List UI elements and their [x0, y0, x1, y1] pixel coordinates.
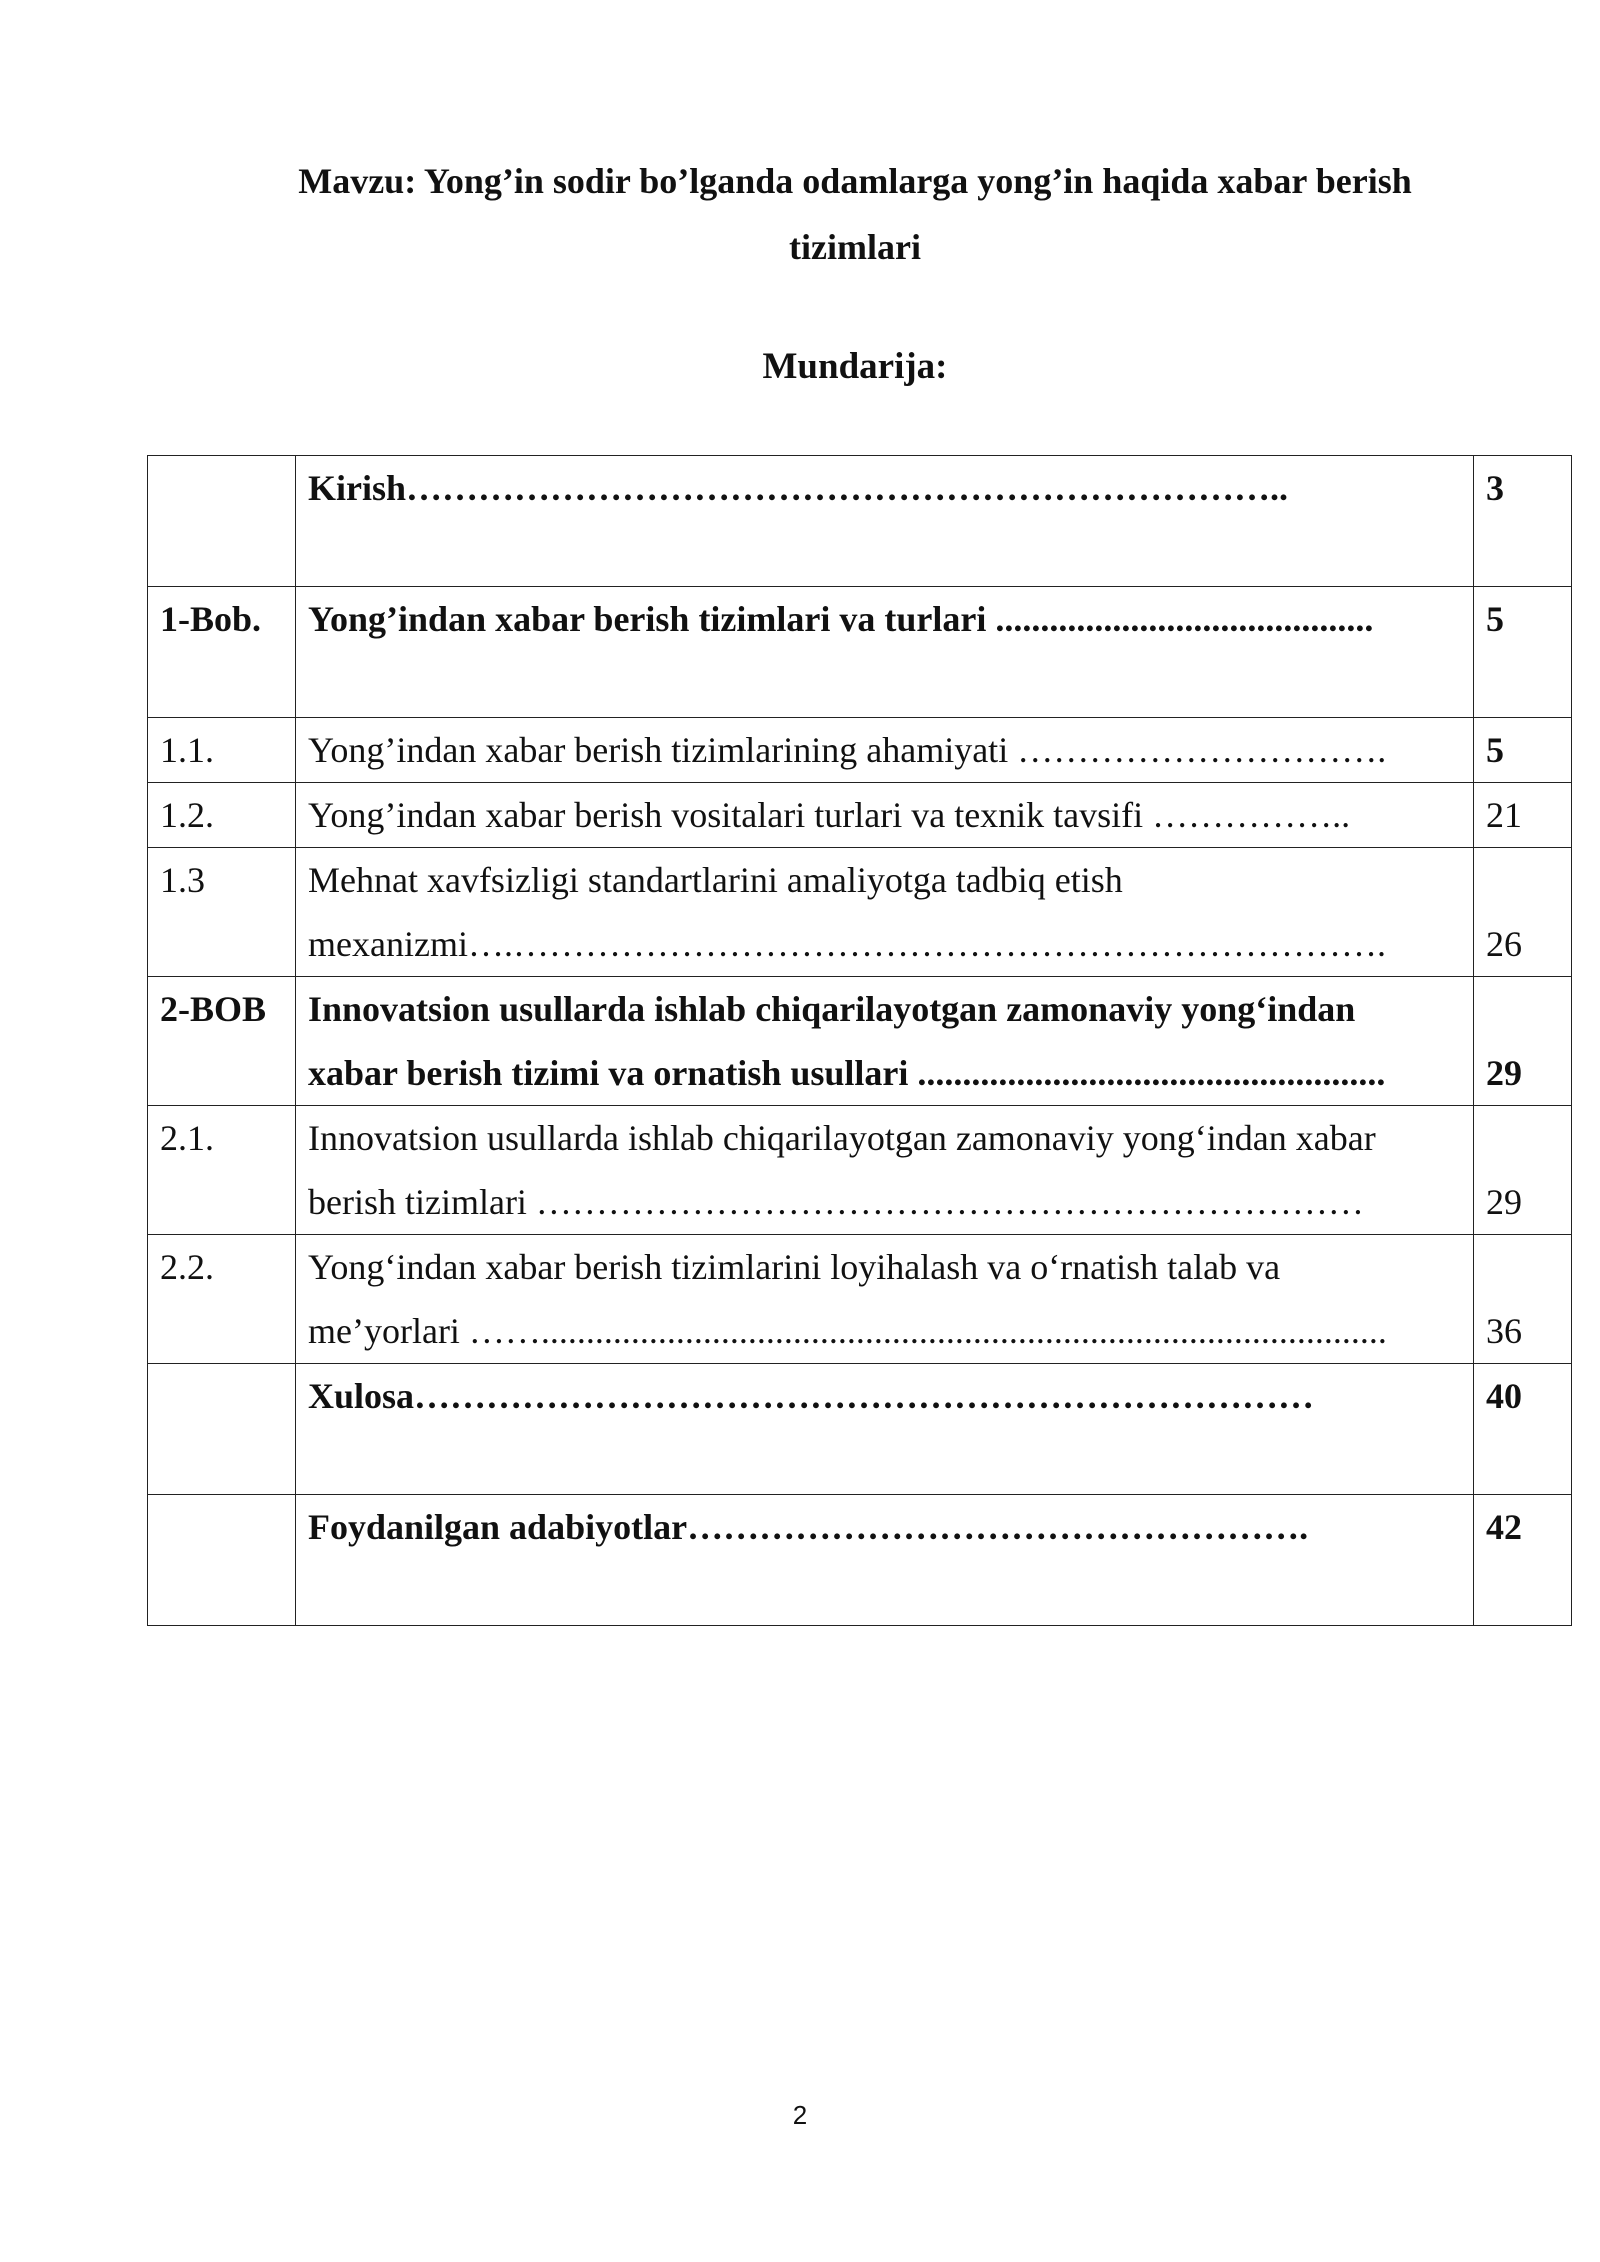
toc-row-page: 42 [1474, 1495, 1572, 1626]
toc-row-title-line-2: berish tizimlari …………………………………………………………… [308, 1182, 1364, 1222]
toc-row-page-cell [1474, 1106, 1572, 1235]
toc-row-title: Kirish……………………………………………………………….. [296, 456, 1474, 587]
toc-row-title-line-2: me’yorlari …….............................................................................................. [308, 1311, 1387, 1351]
toc-row-title: Foydanilgan adabiyotlar……………………………………………. [296, 1495, 1474, 1626]
toc-row [148, 1364, 1572, 1495]
toc-row-number: 2.2. [148, 1235, 296, 1364]
toc-row [148, 587, 1572, 718]
toc-row-title: Xulosa………………………………………………………………… [296, 1364, 1474, 1495]
toc-row-page: 29 [1486, 1182, 1522, 1222]
toc-row-page: 40 [1474, 1364, 1572, 1495]
toc-row-number: 1-Bob. [148, 587, 296, 718]
title-line-2: tizimlari [789, 227, 921, 267]
toc-row-page: 5 [1474, 718, 1572, 783]
toc-row-page: 21 [1474, 783, 1572, 848]
document-title [200, 148, 1510, 280]
toc-row-page-cell [1474, 848, 1572, 977]
toc-row-number [148, 1364, 296, 1495]
toc-row-number: 1.1. [148, 718, 296, 783]
toc-row-title [296, 1106, 1474, 1235]
toc-row-title-line-1: Innovatsion usullarda ishlab chiqarilayotgan zamonaviy yong‘indan xabar [308, 1118, 1376, 1158]
toc-row-number: 1.2. [148, 783, 296, 848]
toc-row [148, 1495, 1572, 1626]
toc-row-title-line-1: Mehnat xavfsizligi standartlarini amaliyotga tadbiq etish [308, 860, 1123, 900]
toc-row-page: 5 [1474, 587, 1572, 718]
toc-row-title-line-2: mexanizmi….………………………………………………………………. [308, 924, 1386, 964]
toc-row-title-line-1: Innovatsion usullarda ishlab chiqarilayotgan zamonaviy yong‘indan [308, 989, 1356, 1029]
toc-row-title [296, 848, 1474, 977]
toc-row-title: Yong’indan xabar berish tizimlari va turlari .......................................... [296, 587, 1474, 718]
toc-heading: Mundarija: [762, 346, 948, 387]
toc-row-number: 1.3 [148, 848, 296, 977]
toc-row-title-line-1: Yong‘indan xabar berish tizimlarini loyihalash va o‘rnatish talab va [308, 1247, 1281, 1287]
toc-row-page: 36 [1486, 1311, 1522, 1351]
toc-row [148, 456, 1572, 587]
toc-row [148, 718, 1572, 783]
toc-row-number: 2-BOB [148, 977, 296, 1106]
toc-row-page: 29 [1486, 1053, 1522, 1093]
page-number: 2 [792, 2100, 808, 2130]
toc-row [148, 783, 1572, 848]
toc-row-title: Yong’indan xabar berish vositalari turlari va texnik tavsifi …………….. [296, 783, 1474, 848]
toc-row-page-cell [1474, 977, 1572, 1106]
toc-row [148, 1235, 1572, 1364]
toc-row [148, 977, 1572, 1106]
toc-row-number: 2.1. [148, 1106, 296, 1235]
table-of-contents [147, 455, 1572, 1626]
toc-row-page: 3 [1474, 456, 1572, 587]
toc-row-page: 26 [1486, 924, 1522, 964]
toc-row-page-cell [1474, 1235, 1572, 1364]
toc-row [148, 848, 1572, 977]
toc-row-title [296, 977, 1474, 1106]
toc-row-title: Yong’indan xabar berish tizimlarining ahamiyati …………………………. [296, 718, 1474, 783]
toc-row [148, 1106, 1572, 1235]
toc-row-title [296, 1235, 1474, 1364]
title-line-1: Mavzu: Yong’in sodir bo’lganda odamlarga yong’in haqida xabar berish [298, 161, 1412, 201]
toc-row-number [148, 456, 296, 587]
toc-row-number [148, 1495, 296, 1626]
toc-row-title-line-2: xabar berish tizimi va ornatish usullari .................................................... [308, 1053, 1386, 1093]
